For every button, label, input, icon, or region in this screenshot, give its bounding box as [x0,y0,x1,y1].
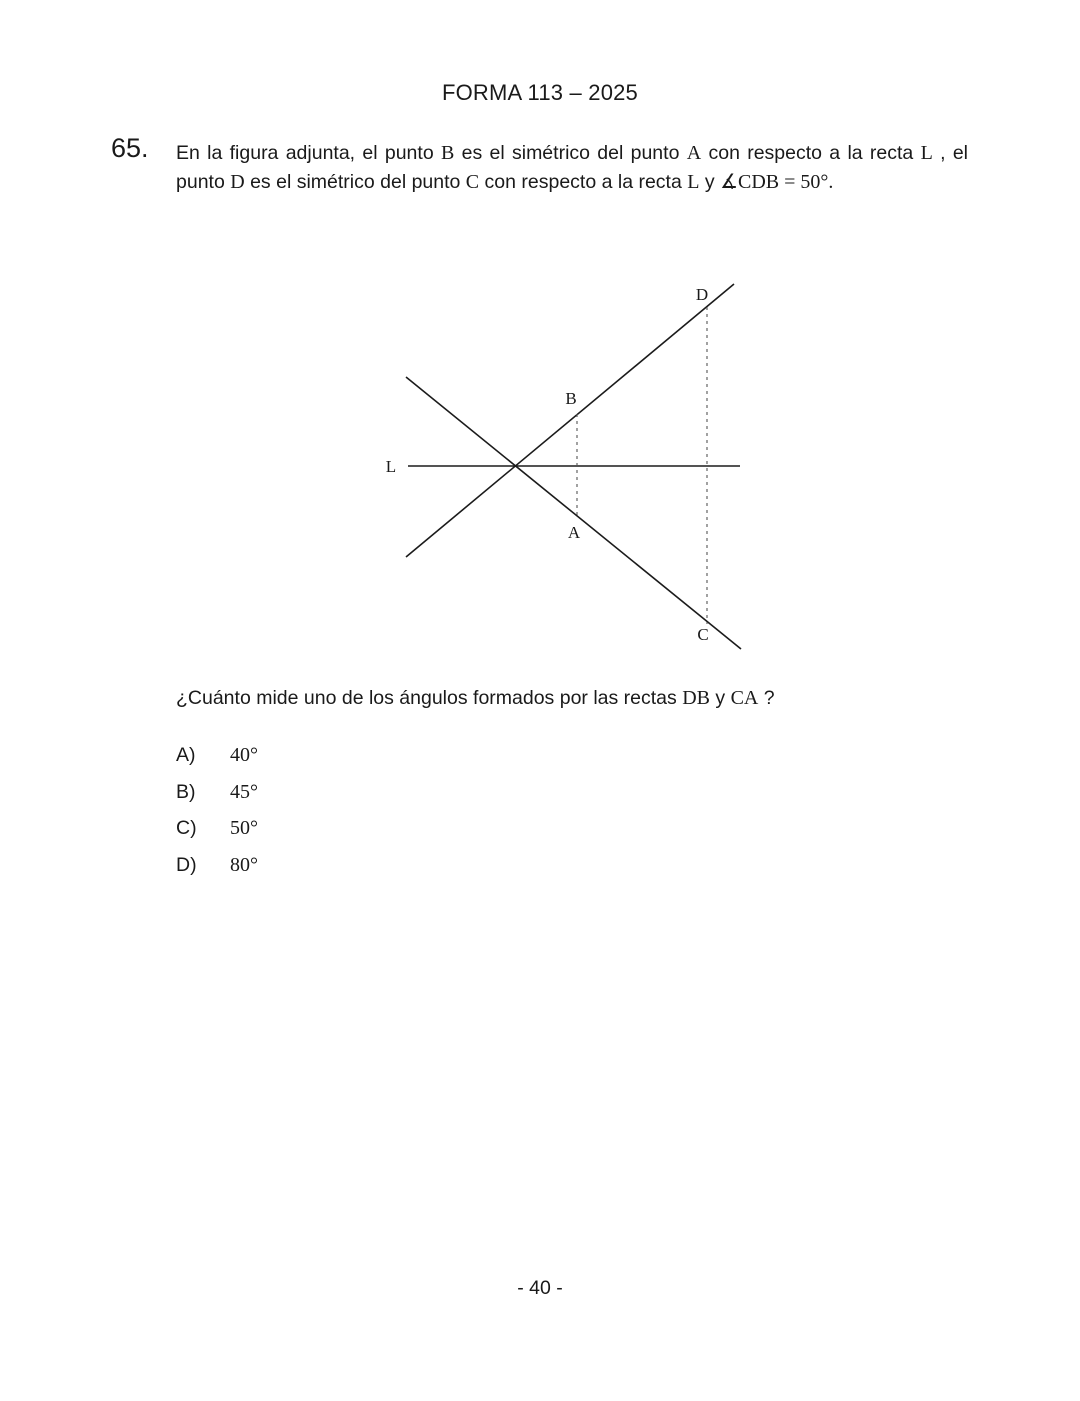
line-bd [406,284,734,557]
option-value: 40° [230,744,258,766]
text-run: En la figura adjunta, el punto [176,142,441,164]
text-run: y [699,171,721,193]
option-row-a [176,744,258,767]
text-run: es el simétrico del punto [244,171,466,193]
text-run: , el punto [176,142,968,193]
label-d: D [695,285,709,304]
text-run: con respecto a la recta [701,142,921,164]
text-run: ? [758,687,775,709]
option-letter: C) [176,817,197,839]
option-row-b [176,781,258,804]
page-title: FORMA 113 – 2025 [441,80,638,105]
math-symbol: B [440,142,455,164]
math-symbol: A [686,142,702,164]
option-value: 50° [230,817,258,839]
math-symbol: D [230,171,245,193]
text-run: ¿Cuánto mide uno de los ángulos formados por las rectas [176,687,683,709]
label-a: A [567,523,581,542]
label-b: B [565,389,577,408]
page-number-footer: - 40 - [517,1277,563,1299]
options-list [176,744,258,890]
math-symbol: C [465,171,480,193]
geometry-figure [378,276,750,668]
question-paragraph [176,139,968,197]
option-letter: A) [176,744,196,766]
math-symbol: DB [682,687,710,709]
text-run: con respecto a la recta [479,171,688,193]
math-symbol: L [920,142,933,164]
option-value: 80° [230,853,258,876]
angle-expression: ∡CDB = 50°. [720,171,834,193]
question-number: 65. [111,133,149,163]
text-run: es el simétrico del punto [454,142,687,164]
text-run: y [710,687,731,709]
math-symbol: CA [730,687,759,709]
option-value: 45° [230,780,258,803]
question-prompt [176,687,976,710]
label-l: L [385,457,397,476]
option-letter: B) [176,780,196,803]
option-row-d [176,854,258,877]
label-c: C [697,625,709,644]
option-row-c [176,817,258,840]
math-symbol: L [687,171,700,193]
option-letter: D) [176,853,197,876]
